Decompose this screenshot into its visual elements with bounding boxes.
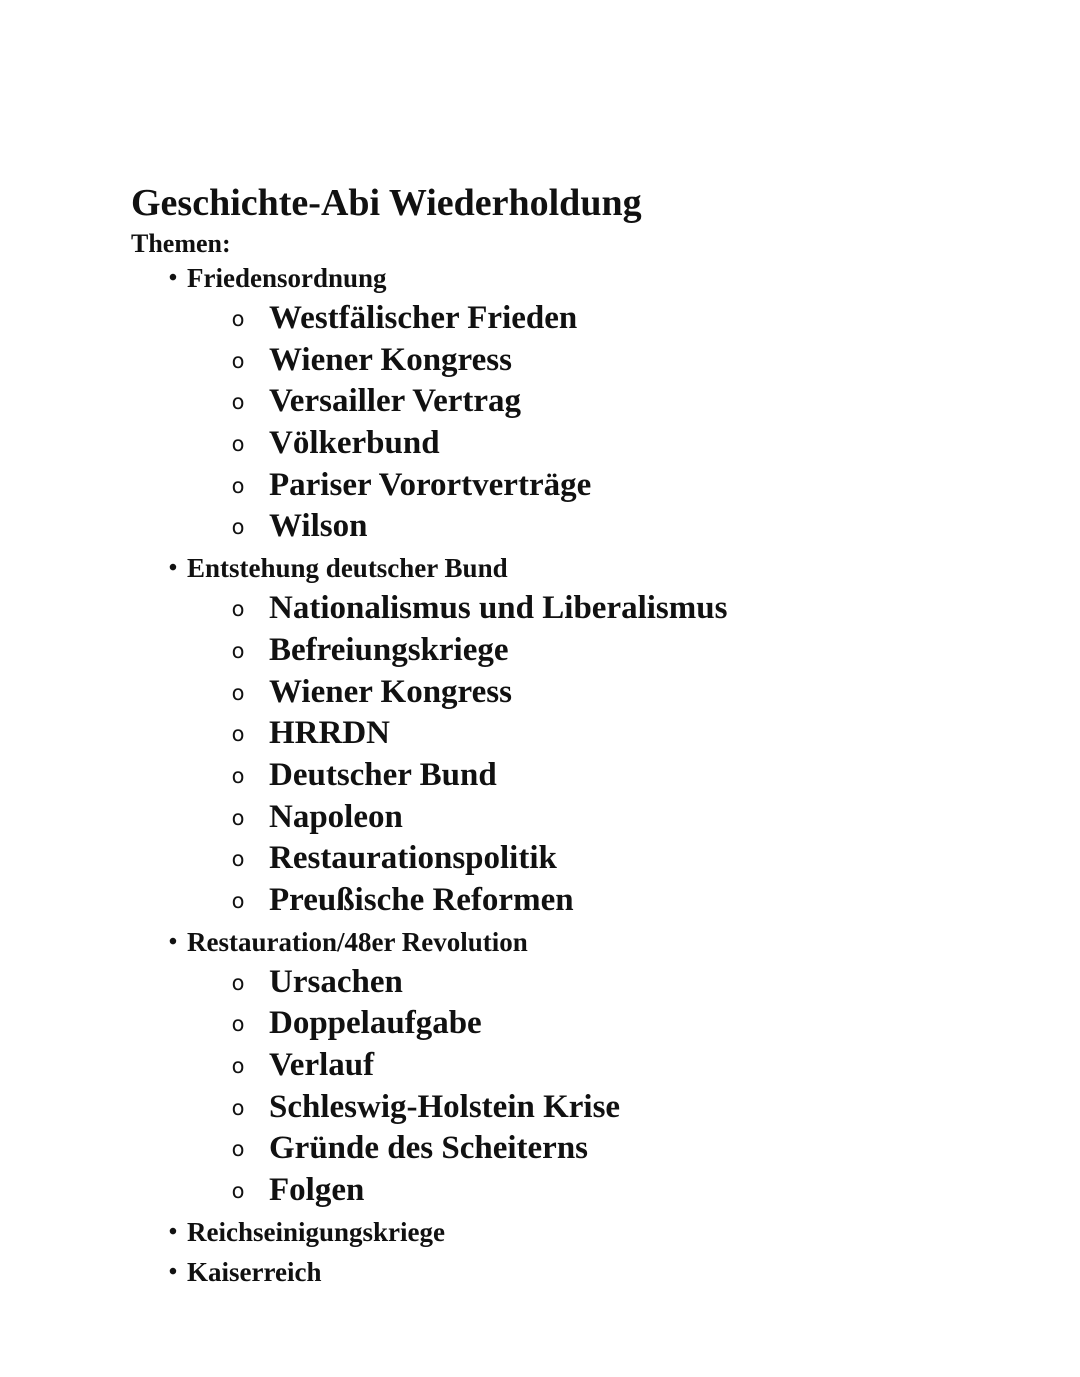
- subtopic-item: [0, 506, 1080, 548]
- topic-label: Reichseinigungskriege: [187, 1216, 446, 1247]
- circle-bullet-icon: o: [231, 348, 245, 373]
- subtopic-item: [0, 962, 1080, 1004]
- subtopic-label: HRRDN: [269, 715, 390, 752]
- subtopic-list: [0, 298, 1080, 548]
- circle-bullet-icon: o: [231, 680, 245, 705]
- circle-bullet-icon: o: [231, 432, 245, 457]
- topic-item: [0, 548, 1080, 922]
- circle-bullet-icon: o: [231, 1095, 245, 1120]
- circle-bullet-icon: o: [231, 970, 245, 995]
- circle-bullet-icon: o: [231, 473, 245, 498]
- subtopic-item: [0, 1128, 1080, 1170]
- subtopic-item: [0, 588, 1080, 630]
- bullet-icon: •: [168, 265, 178, 291]
- subtopic-item: [0, 381, 1080, 423]
- subtopic-item: [0, 1087, 1080, 1129]
- circle-bullet-icon: o: [231, 638, 245, 663]
- bullet-icon: •: [168, 928, 178, 955]
- subtopic-item: [0, 630, 1080, 672]
- circle-bullet-icon: o: [231, 515, 245, 540]
- subtopic-label: Pariser Vorortverträge: [269, 466, 592, 503]
- topic-item: [0, 1212, 1080, 1252]
- bullet-icon: •: [168, 555, 178, 582]
- subtopic-label: Ursachen: [269, 963, 403, 1000]
- bullet-icon: •: [168, 1218, 178, 1245]
- subtopic-item: [0, 755, 1080, 797]
- circle-bullet-icon: o: [231, 1137, 245, 1162]
- topic-item: [0, 1252, 1080, 1292]
- topic-item: [0, 922, 1080, 1212]
- subtopic-item: [0, 423, 1080, 465]
- topic-label: Kaiserreich: [187, 1256, 322, 1287]
- subtopic-label: Wiener Kongress: [269, 341, 512, 378]
- topic-label: Restauration/48er Revolution: [187, 926, 528, 957]
- circle-bullet-icon: o: [231, 1054, 245, 1078]
- subtopic-item: [0, 465, 1080, 507]
- page-title: Geschichte-Abi Wiederholdung: [131, 182, 642, 224]
- circle-bullet-icon: o: [231, 805, 245, 830]
- subtopic-label: Schleswig-Holstein Krise: [269, 1088, 621, 1125]
- subtopic-list: [0, 962, 1080, 1212]
- subtopic-item: [0, 298, 1080, 340]
- subtopic-item: [0, 672, 1080, 714]
- subtopic-item: [0, 713, 1080, 755]
- subtopic-label: Befreiungskriege: [269, 631, 509, 668]
- subtopic-item: [0, 880, 1080, 922]
- bullet-icon: •: [168, 1258, 178, 1285]
- circle-bullet-icon: o: [231, 597, 245, 622]
- subtopic-item: [0, 1045, 1080, 1087]
- circle-bullet-icon: o: [231, 1179, 245, 1204]
- subtopic-item: [0, 340, 1080, 382]
- subtopic-label: Wiener Kongress: [269, 673, 512, 710]
- subtopic-label: Restaurationspolitik: [269, 840, 557, 877]
- circle-bullet-icon: o: [231, 847, 245, 872]
- subtopic-item: [0, 1003, 1080, 1045]
- topic-row: [0, 1252, 1080, 1292]
- circle-bullet-icon: o: [231, 763, 245, 788]
- circle-bullet-icon: o: [231, 1012, 245, 1037]
- themes-heading: Themen:: [131, 229, 231, 258]
- subtopic-label: Gründe des Scheiterns: [269, 1130, 589, 1167]
- subtopic-label: Völkerbund: [269, 425, 440, 462]
- subtopic-label: Nationalismus und Liberalismus: [269, 590, 728, 627]
- subtopic-label: Napoleon: [269, 798, 403, 835]
- topic-row: [0, 922, 1080, 962]
- topic-row: [0, 548, 1080, 588]
- subtopic-label: Preußische Reformen: [269, 881, 574, 918]
- topic-label: Friedensordnung: [187, 263, 387, 293]
- topic-row: [0, 258, 1080, 298]
- subtopic-label: Verlauf: [269, 1047, 375, 1083]
- topic-list: [0, 258, 1080, 1292]
- subtopic-list: [0, 588, 1080, 922]
- topic-item: [0, 258, 1080, 548]
- subtopic-item: [0, 797, 1080, 839]
- subtopic-label: Versailler Vertrag: [269, 383, 522, 420]
- subtopic-label: Wilson: [269, 508, 368, 545]
- circle-bullet-icon: o: [231, 390, 245, 415]
- topic-row: [0, 1212, 1080, 1252]
- subtopic-label: Deutscher Bund: [269, 756, 497, 793]
- subtopic-item: [0, 838, 1080, 880]
- subtopic-label: Westfälischer Frieden: [269, 300, 578, 336]
- circle-bullet-icon: o: [231, 888, 245, 913]
- circle-bullet-icon: o: [231, 307, 245, 331]
- subtopic-label: Folgen: [269, 1172, 365, 1209]
- subtopic-item: [0, 1170, 1080, 1212]
- subtopic-label: Doppelaufgabe: [269, 1005, 482, 1042]
- topic-label: Entstehung deutscher Bund: [187, 553, 508, 584]
- circle-bullet-icon: o: [231, 722, 245, 747]
